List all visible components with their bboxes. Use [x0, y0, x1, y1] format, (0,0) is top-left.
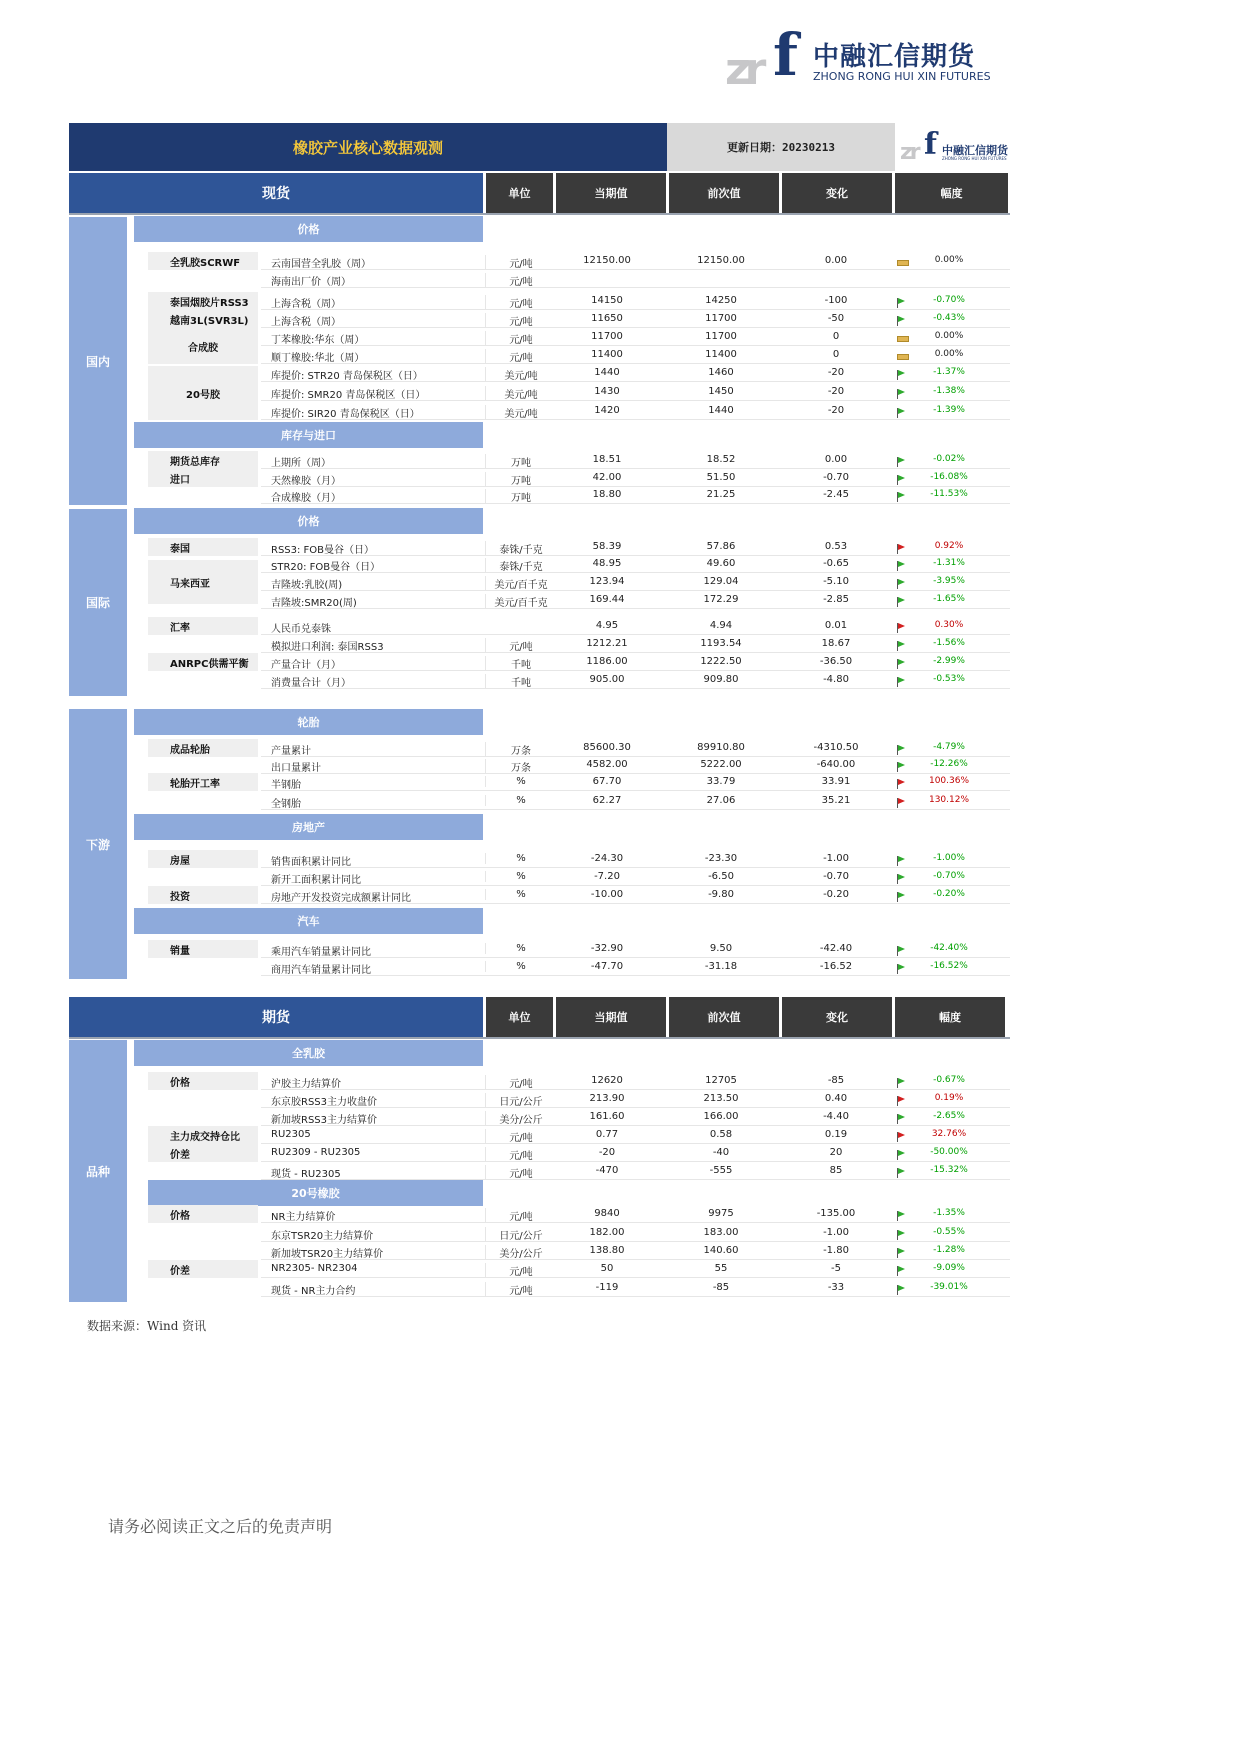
green-flag-icon — [897, 856, 906, 865]
table-row: 产量合计（月） 千吨 1186.00 1222.50 -36.50 -2.99% — [261, 653, 1010, 671]
futures-header-change: 变化 — [782, 997, 892, 1037]
green-flag-icon — [897, 1285, 906, 1294]
table-row: 半钢胎 % 67.70 33.79 33.91 100.36% — [261, 773, 1010, 791]
section-price-intl: 价格 — [134, 508, 483, 534]
section-whole-rubber: 全乳胶 — [134, 1040, 483, 1066]
red-flag-icon — [897, 544, 906, 553]
section-price-domestic: 价格 — [134, 216, 483, 242]
green-flag-icon — [897, 677, 906, 686]
green-flag-icon — [897, 1078, 906, 1087]
disclaimer: 请务必阅读正文之后的免责声明 — [108, 1517, 333, 1536]
table-row: NR2305- NR2304 元/吨 50 55 -5 -9.09% — [261, 1260, 1010, 1278]
logo-mark: zr f — [725, 21, 798, 95]
green-flag-icon — [897, 579, 906, 588]
red-flag-icon — [897, 623, 906, 632]
green-flag-icon — [897, 874, 906, 883]
group-label: 越南3L(SVR3L) — [148, 310, 258, 328]
table-row: 房地产开发投资完成额累计同比 % -10.00 -9.80 -0.20 -0.20% — [261, 886, 1010, 904]
green-flag-icon — [897, 659, 906, 668]
section-realestate: 房地产 — [134, 814, 483, 840]
group-label: 泰国 — [148, 538, 258, 556]
group-label: 销量 — [148, 940, 258, 958]
green-flag-icon — [897, 1114, 906, 1123]
green-flag-icon — [897, 745, 906, 754]
table-row: RU2309 - RU2305 元/吨 -20 -40 20 -50.00% — [261, 1144, 1010, 1162]
flat-indicator-icon — [897, 354, 909, 360]
red-flag-icon — [897, 1096, 906, 1105]
table-row: 产量累计 万条 85600.30 89910.80 -4310.50 -4.79% — [261, 739, 1010, 757]
table-row: 现货 - NR主力合约 元/吨 -119 -85 -33 -39.01% — [261, 1279, 1010, 1297]
green-flag-icon — [897, 1266, 906, 1275]
futures-header-pct: 幅度 — [895, 997, 1005, 1037]
group-label: 成品轮胎 — [148, 739, 258, 757]
futures-header-current: 当期值 — [556, 997, 666, 1037]
green-flag-icon — [897, 946, 906, 955]
table-row: RSS3: FOB曼谷（日） 泰铢/千克 58.39 57.86 0.53 0.92% — [261, 538, 1010, 556]
spot-header-previous: 前次值 — [669, 173, 779, 213]
group-label: 全乳胶SCRWF — [148, 252, 258, 270]
table-row: 库提价: SIR20 青岛保税区（日） 美元/吨 1420 1440 -20 -1.39% — [261, 402, 1010, 420]
green-flag-icon — [897, 389, 906, 398]
group-label: 价差 — [148, 1144, 258, 1162]
table-row: 新加坡TSR20主力结算价 美分/公斤 138.80 140.60 -1.80 -1.28% — [261, 1242, 1010, 1260]
table-row: 上海含税（周） 元/吨 14150 14250 -100 -0.70% — [261, 292, 1010, 310]
red-flag-icon — [897, 798, 906, 807]
table-row: 模拟进口利润: 泰国RSS3 元/吨 1212.21 1193.54 18.67 -1.56% — [261, 635, 1010, 653]
table-row: 出口量累计 万条 4582.00 5222.00 -640.00 -12.26% — [261, 756, 1010, 774]
green-flag-icon — [897, 408, 906, 417]
green-flag-icon — [897, 316, 906, 325]
spot-header-title: 现货 — [69, 173, 483, 213]
group-label: 进口 — [148, 469, 258, 487]
green-flag-icon — [897, 1168, 906, 1177]
table-row: 上海含税（周） 元/吨 11650 11700 -50 -0.43% — [261, 310, 1010, 328]
table-row: 全钢胎 % 62.27 27.06 35.21 130.12% — [261, 792, 1010, 810]
group-label: 合成胶 — [148, 328, 258, 364]
spot-header-change: 变化 — [782, 173, 892, 213]
table-row: 顺丁橡胶:华北（周） 元/吨 11400 11400 0 0.00% — [261, 346, 1010, 364]
group-label: 轮胎开工率 — [148, 773, 258, 791]
green-flag-icon — [897, 492, 906, 501]
side-downstream: 下游 — [69, 709, 127, 979]
table-row: 合成橡胶（月） 万吨 18.80 21.25 -2.45 -11.53% — [261, 486, 1010, 504]
red-flag-icon — [897, 779, 906, 788]
table-row: 吉隆坡:SMR20(周) 美元/百千克 169.44 172.29 -2.85 -1.65% — [261, 591, 1010, 609]
group-label: 20号胶 — [148, 366, 258, 420]
group-label: 泰国烟胶片RSS3 — [148, 292, 258, 310]
table-row: STR20: FOB曼谷（日） 泰铢/千克 48.95 49.60 -0.65 -1.31% — [261, 555, 1010, 573]
green-flag-icon — [897, 1248, 906, 1257]
group-label: 马来西亚 — [148, 560, 258, 604]
green-flag-icon — [897, 475, 906, 484]
spot-header-pct: 幅度 — [895, 173, 1008, 213]
red-flag-icon — [897, 1132, 906, 1141]
green-flag-icon — [897, 561, 906, 570]
small-logo: zr f 中融汇信期货 ZHONG RONG HUI XIN FUTURES — [900, 127, 1008, 165]
table-row: 乘用汽车销量累计同比 % -32.90 9.50 -42.40 -42.40% — [261, 940, 1010, 958]
side-domestic: 国内 — [69, 217, 127, 505]
group-label: 价差 — [148, 1260, 258, 1278]
table-row: 消费量合计（月） 千吨 905.00 909.80 -4.80 -0.53% — [261, 671, 1010, 689]
table-row: 海南出厂价（周） 元/吨 — [261, 270, 1010, 288]
spot-header-current: 当期值 — [556, 173, 666, 213]
green-flag-icon — [897, 457, 906, 466]
divider — [69, 213, 1010, 215]
futures-header-previous: 前次值 — [669, 997, 779, 1037]
futures-header-unit: 单位 — [486, 997, 553, 1037]
futures-header-title: 期货 — [69, 997, 483, 1037]
flat-indicator-icon — [897, 260, 909, 266]
green-flag-icon — [897, 370, 906, 379]
section-inventory: 库存与进口 — [134, 422, 483, 448]
table-row: 库提价: SMR20 青岛保税区（日） 美元/吨 1430 1450 -20 -1.38% — [261, 383, 1010, 401]
green-flag-icon — [897, 964, 906, 973]
logo-english-name: ZHONG RONG HUI XIN FUTURES — [813, 70, 991, 83]
green-flag-icon — [897, 597, 906, 606]
logo-chinese-name: 中融汇信期货 — [813, 42, 976, 72]
table-row: 云南国营全乳胶（周） 元/吨 12150.00 12150.00 0.00 0.00% — [261, 252, 1010, 270]
table-row: 销售面积累计同比 % -24.30 -23.30 -1.00 -1.00% — [261, 850, 1010, 868]
spot-header-unit: 单位 — [486, 173, 553, 213]
group-label: 投资 — [148, 886, 258, 904]
table-row: 上期所（周） 万吨 18.51 18.52 0.00 -0.02% — [261, 451, 1010, 469]
table-row: 丁苯橡胶:华东（周） 元/吨 11700 11700 0 0.00% — [261, 328, 1010, 346]
table-row: 现货 - RU2305 元/吨 -470 -555 85 -15.32% — [261, 1162, 1010, 1180]
table-row: 天然橡胶（月） 万吨 42.00 51.50 -0.70 -16.08% — [261, 469, 1010, 487]
group-label: 主力成交持仓比 — [148, 1126, 258, 1144]
green-flag-icon — [897, 641, 906, 650]
flat-indicator-icon — [897, 336, 909, 342]
table-row: 东京胶RSS3主力收盘价 日元/公斤 213.90 213.50 0.40 0.19% — [261, 1090, 1010, 1108]
group-label: 价格 — [148, 1205, 258, 1223]
table-row: NR主力结算价 元/吨 9840 9975 -135.00 -1.35% — [261, 1205, 1010, 1223]
table-row: 人民币兑泰铢 4.95 4.94 0.01 0.30% — [261, 617, 1010, 635]
update-date: 更新日期：20230213 — [667, 123, 895, 171]
group-label: 期货总库存 — [148, 451, 258, 469]
green-flag-icon — [897, 1230, 906, 1239]
table-row: 新开工面积累计同比 % -7.20 -6.50 -0.70 -0.70% — [261, 868, 1010, 886]
table-row: RU2305 元/吨 0.77 0.58 0.19 32.76% — [261, 1126, 1010, 1144]
side-international: 国际 — [69, 509, 127, 696]
group-label: 汇率 — [148, 617, 258, 635]
table-row: 沪胶主力结算价 元/吨 12620 12705 -85 -0.67% — [261, 1072, 1010, 1090]
green-flag-icon — [897, 892, 906, 901]
group-label: ANRPC供需平衡 — [148, 653, 258, 671]
table-row: 吉隆坡:乳胶(周) 美元/百千克 123.94 129.04 -5.10 -3.95% — [261, 573, 1010, 591]
green-flag-icon — [897, 1150, 906, 1159]
side-varieties: 品种 — [69, 1040, 127, 1302]
report-title: 橡胶产业核心数据观测 — [69, 123, 667, 171]
group-label: 价格 — [148, 1072, 258, 1090]
section-auto: 汽车 — [134, 908, 483, 934]
table-row: 商用汽车销量累计同比 % -47.70 -31.18 -16.52 -16.52% — [261, 958, 1010, 976]
data-source: 数据来源：Wind 资讯 — [87, 1319, 207, 1333]
table-row: 库提价: STR20 青岛保税区（日） 美元/吨 1440 1460 -20 -1.37% — [261, 364, 1010, 382]
group-label: 房屋 — [148, 850, 258, 868]
divider — [69, 1037, 1010, 1039]
table-row: 新加坡RSS3主力结算价 美分/公斤 161.60 166.00 -4.40 -2.65% — [261, 1108, 1010, 1126]
green-flag-icon — [897, 1211, 906, 1220]
company-logo — [725, 21, 991, 95]
table-row: 东京TSR20主力结算价 日元/公斤 182.00 183.00 -1.00 -0.55% — [261, 1224, 1010, 1242]
section-nr20: 20号橡胶 — [148, 1180, 483, 1206]
section-tire: 轮胎 — [134, 709, 483, 735]
green-flag-icon — [897, 762, 906, 771]
green-flag-icon — [897, 298, 906, 307]
